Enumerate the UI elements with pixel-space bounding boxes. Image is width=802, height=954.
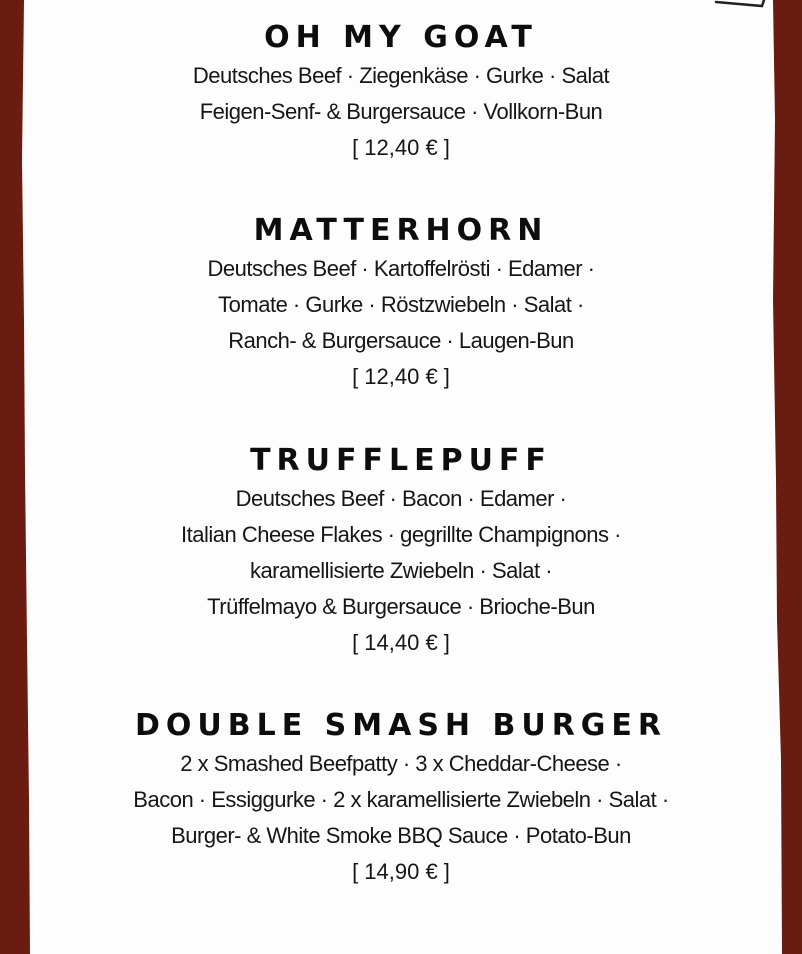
item-description-line: karamellisierte Zwiebeln · Salat · xyxy=(249,558,553,583)
item-description-line: Bacon · Essiggurke · 2 x karamellisierte Zwiebeln · Salat · xyxy=(133,787,669,812)
item-title: TRUFFLEPUFF xyxy=(250,443,552,478)
item-title: OH MY GOAT xyxy=(264,20,538,55)
menu-item-oh-my-goat xyxy=(0,18,802,166)
item-title: DOUBLE SMASH BURGER xyxy=(134,708,668,743)
item-price: [ 14,40 € ] xyxy=(352,630,450,655)
item-description-line: 2 x Smashed Beefpatty · 3 x Cheddar-Cheese · xyxy=(180,751,622,776)
menu-item-double-smash-burger xyxy=(0,706,802,890)
item-description-line: Tomate · Gurke · Röstzwiebeln · Salat · xyxy=(218,292,584,317)
item-description-line: Deutsches Beef · Bacon · Edamer · xyxy=(235,486,567,511)
item-description-line: Italian Cheese Flakes · gegrillte Champignons · xyxy=(181,522,621,547)
item-price: [ 14,90 € ] xyxy=(352,859,450,884)
item-title: MATTERHORN xyxy=(253,213,549,248)
item-price: [ 12,40 € ] xyxy=(352,135,450,160)
menu-item-matterhorn xyxy=(0,211,802,395)
item-description-line: Burger- & White Smoke BBQ Sauce · Potato-Bun xyxy=(171,823,631,848)
item-description-line: Trüffelmayo & Burgersauce · Brioche-Bun xyxy=(207,594,595,619)
item-description-line: Deutsches Beef · Kartoffelrösti · Edamer · xyxy=(207,256,595,281)
item-description-line: Ranch- & Burgersauce · Laugen-Bun xyxy=(228,328,574,353)
menu-item-trufflepuff xyxy=(0,441,802,661)
item-description-line: Deutsches Beef · Ziegenkäse · Gurke · Salat xyxy=(192,63,610,88)
item-price: [ 12,40 € ] xyxy=(352,364,450,389)
item-description-line: Feigen-Senf- & Burgersauce · Vollkorn-Bun xyxy=(199,99,603,124)
